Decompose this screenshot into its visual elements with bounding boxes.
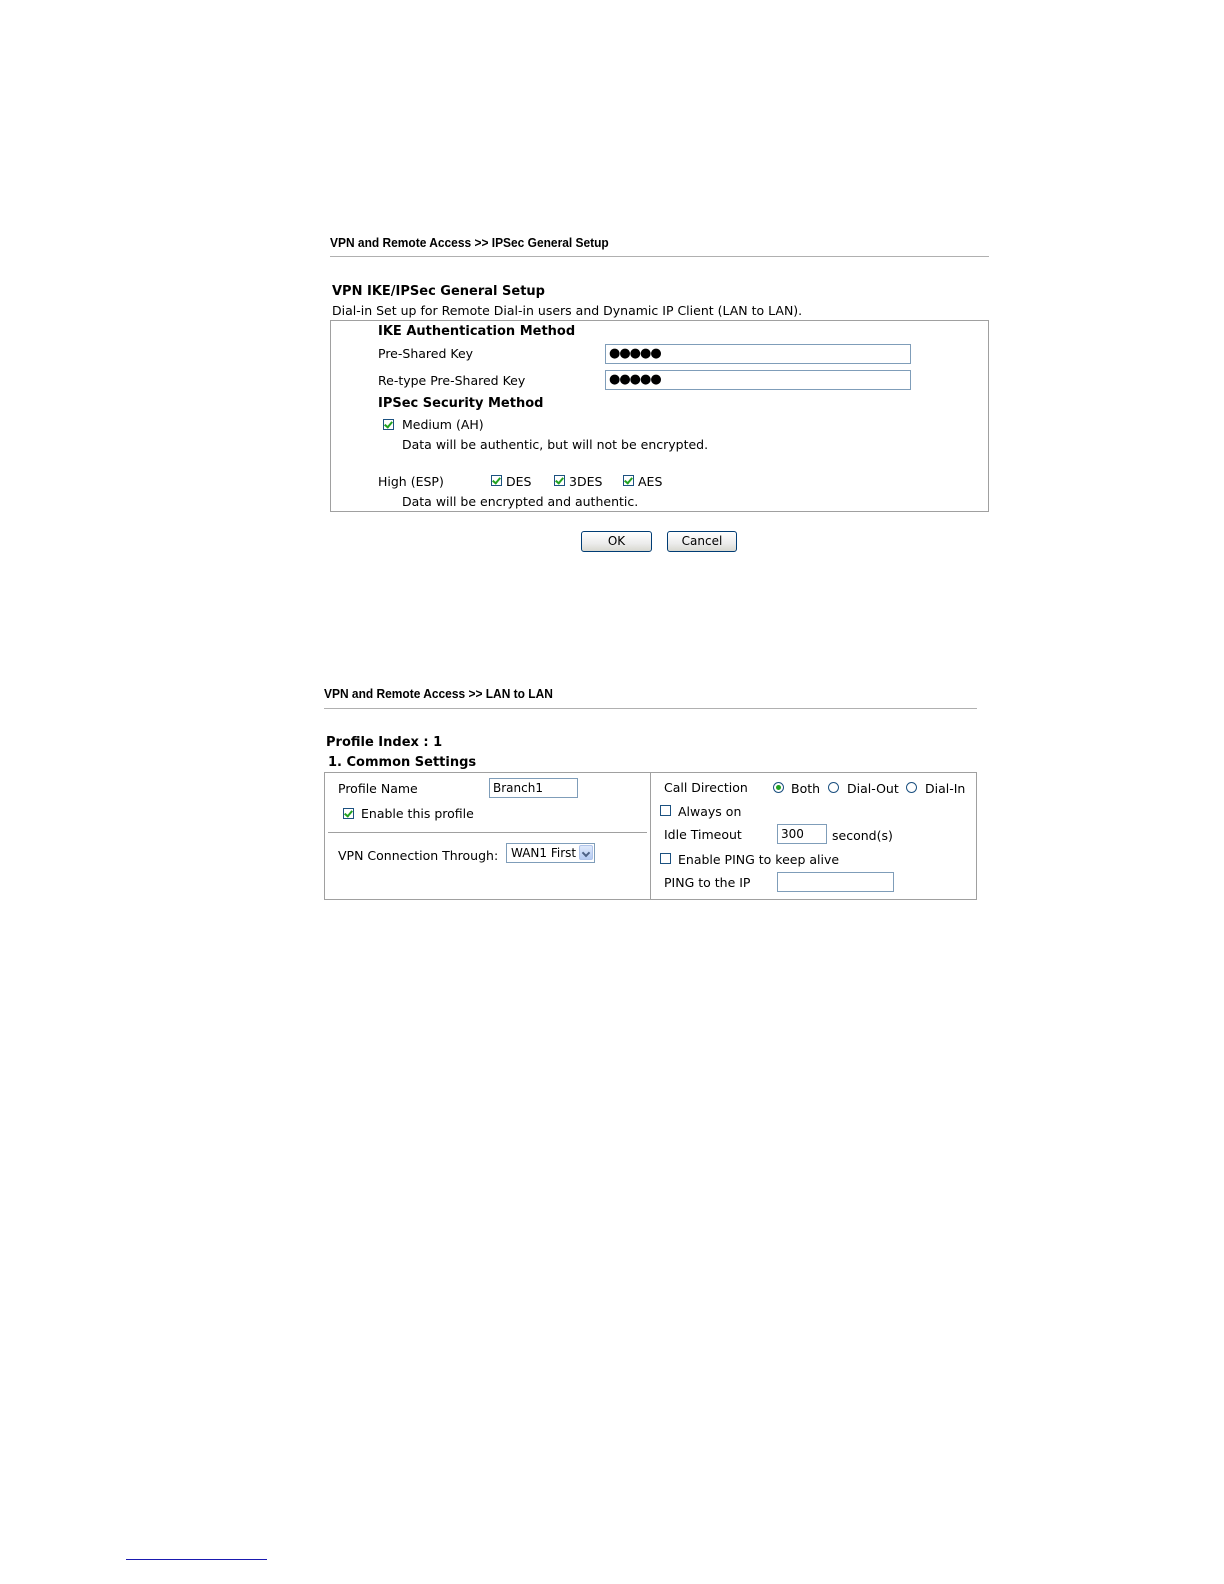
high-esp-label: High (ESP): [378, 474, 444, 489]
ping-keepalive-label: Enable PING to keep alive: [678, 852, 840, 867]
enable-profile-checkbox[interactable]: [343, 808, 354, 819]
ike-auth-heading: IKE Authentication Method: [378, 324, 576, 339]
vpn-through-value: WAN1 First: [511, 846, 577, 860]
ipsec-security-heading: IPSec Security Method: [378, 396, 544, 411]
cancel-button[interactable]: Cancel: [667, 531, 737, 552]
chevron-down-icon[interactable]: [579, 845, 593, 860]
medium-ah-label: Medium (AH): [402, 417, 484, 432]
aes-checkbox[interactable]: [623, 475, 634, 486]
idle-timeout-unit: second(s): [832, 828, 893, 843]
profile-name-label: Profile Name: [338, 781, 418, 796]
des-label: DES: [506, 474, 532, 489]
divider: [324, 708, 977, 709]
footnote-rule: [126, 1559, 267, 1560]
always-on-checkbox[interactable]: [660, 805, 671, 816]
breadcrumb-ipsec: VPN and Remote Access >> IPSec General Setup: [330, 235, 609, 250]
high-desc: Data will be encrypted and authentic.: [402, 494, 639, 509]
3des-checkbox[interactable]: [554, 475, 565, 486]
call-direction-both-label: Both: [791, 781, 821, 796]
divider: [330, 256, 989, 257]
call-direction-dialout-label: Dial-Out: [847, 781, 899, 796]
des-checkbox[interactable]: [491, 475, 502, 486]
profile-index: Profile Index : 1: [326, 735, 443, 750]
column-divider: [650, 772, 651, 900]
vpn-through-label: VPN Connection Through:: [338, 848, 499, 863]
call-direction-both-radio[interactable]: [773, 782, 784, 793]
retype-psk-label: Re-type Pre-Shared Key: [378, 373, 526, 388]
profile-name-input[interactable]: [489, 778, 578, 798]
idle-timeout-input[interactable]: [777, 824, 827, 844]
always-on-label: Always on: [678, 804, 742, 819]
ping-ip-label: PING to the IP: [664, 875, 751, 890]
call-direction-dialout-radio[interactable]: [828, 782, 839, 793]
call-direction-label: Call Direction: [664, 780, 748, 795]
3des-label: 3DES: [569, 474, 603, 489]
retype-pre-shared-key-input[interactable]: ●●●●●: [605, 370, 911, 390]
ping-keepalive-checkbox[interactable]: [660, 853, 671, 864]
row-divider: [328, 832, 647, 833]
ok-button[interactable]: OK: [581, 531, 652, 552]
medium-desc: Data will be authentic, but will not be encrypted.: [402, 437, 709, 452]
idle-timeout-label: Idle Timeout: [664, 827, 742, 842]
call-direction-dialin-radio[interactable]: [906, 782, 917, 793]
pre-shared-key-input[interactable]: ●●●●●: [605, 344, 911, 364]
aes-label: AES: [638, 474, 663, 489]
medium-ah-checkbox[interactable]: [383, 419, 394, 430]
vpn-through-select[interactable]: [506, 843, 595, 863]
ipsec-title: VPN IKE/IPSec General Setup: [332, 284, 545, 299]
ipsec-subtitle: Dial-in Set up for Remote Dial-in users and Dynamic IP Client (LAN to LAN).: [332, 303, 803, 318]
ping-ip-input[interactable]: [777, 872, 894, 892]
common-settings-heading: 1. Common Settings: [328, 755, 477, 770]
enable-profile-label: Enable this profile: [361, 806, 474, 821]
call-direction-dialin-label: Dial-In: [925, 781, 966, 796]
psk-label: Pre-Shared Key: [378, 346, 474, 361]
breadcrumb-lan-to-lan: VPN and Remote Access >> LAN to LAN: [324, 686, 553, 701]
